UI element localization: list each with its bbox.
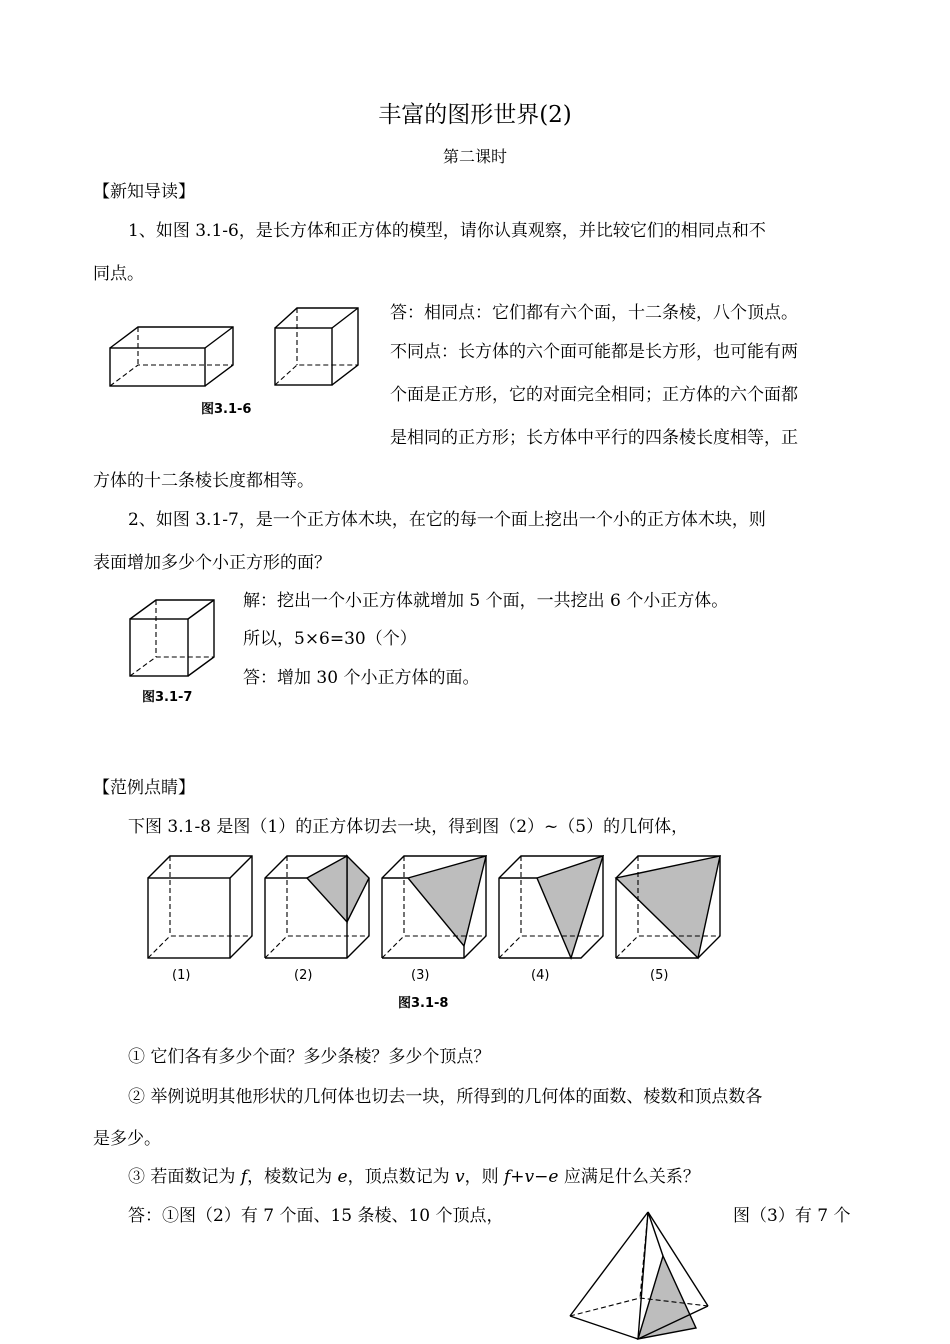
figure-label-4: (4) bbox=[531, 968, 550, 983]
cube-5 bbox=[616, 856, 720, 958]
cube-3 bbox=[382, 856, 486, 958]
q3-tail: 应满足什么关系？ bbox=[558, 1167, 700, 1187]
answer-1-line-2: 不同点：长方体的六个面可能都是长方形，也可能有两 bbox=[390, 342, 798, 362]
example-intro: 下图 3.1-8 是图（1）的正方体切去一块，得到图（2）~（5）的几何体， bbox=[128, 817, 689, 837]
solution-2-line-3: 答：增加 30 个小正方体的面。 bbox=[243, 668, 480, 688]
euler-formula: f+v−e bbox=[504, 1167, 559, 1187]
answer-1-line-1: 答：相同点：它们都有六个面，十二条棱，八个顶点。 bbox=[390, 303, 798, 323]
section-heading-examples: 【范例点睛】 bbox=[93, 778, 195, 798]
example-question-2-line-2: 是多少。 bbox=[93, 1129, 161, 1149]
figure-3-1-7 bbox=[120, 592, 230, 684]
question-1-line-2: 同点。 bbox=[93, 264, 144, 284]
figure-3-1-6-caption: 图3.1-6 bbox=[201, 402, 252, 417]
edge-symbol: e bbox=[337, 1167, 348, 1187]
figure-label-5: (5) bbox=[650, 968, 669, 983]
answer-1-line-4: 是相同的正方形；长方体中平行的四条棱长度相等，正 bbox=[390, 428, 798, 448]
answer-left: 答：①图（2）有 7 个面、15 条棱、10 个顶点， bbox=[128, 1206, 504, 1226]
cube-4 bbox=[499, 856, 603, 958]
cube-figure bbox=[275, 308, 358, 385]
section-heading-new-knowledge: 【新知导读】 bbox=[93, 182, 195, 202]
question-1-line-1: 1、如图 3.1-6，是长方体和正方体的模型，请你认真观察，并比较它们的相同点和不 bbox=[128, 221, 766, 241]
question-2-line-1: 2、如图 3.1-7，是一个正方体木块，在它的每一个面上挖出一个小的正方体木块，则 bbox=[128, 510, 766, 530]
example-question-1: ① 它们各有多少个面？多少条棱？多少个顶点？ bbox=[128, 1047, 491, 1067]
answer-1-line-5: 方体的十二条棱长度都相等。 bbox=[93, 471, 314, 491]
q3-part-d: ，则 bbox=[464, 1167, 504, 1187]
solution-2-line-1: 解：挖出一个小正方体就增加 5 个面，一共挖出 6 个小正方体。 bbox=[243, 591, 729, 611]
cube-1 bbox=[148, 856, 252, 958]
answer-1-line-3: 个面是正方形，它的对面完全相同；正方体的六个面都 bbox=[390, 385, 798, 405]
q3-part-a: ③ 若面数记为 bbox=[128, 1167, 241, 1187]
figure-label-3: (3) bbox=[411, 968, 430, 983]
figure-label-2: (2) bbox=[294, 968, 313, 983]
q3-part-b: ，棱数记为 bbox=[247, 1167, 338, 1187]
face-symbol: f bbox=[240, 1167, 248, 1187]
example-question-3 bbox=[128, 1162, 700, 1187]
solution-2-line-2: 所以，5×6=30（个） bbox=[243, 629, 417, 649]
vertex-symbol: v bbox=[454, 1167, 465, 1187]
figure-3-1-7-caption: 图3.1-7 bbox=[142, 690, 193, 705]
cut-pyramid-figure bbox=[560, 1206, 720, 1344]
example-question-2-line-1: ② 举例说明其他形状的几何体也切去一块，所得到的几何体的面数、棱数和顶点数各 bbox=[128, 1087, 763, 1107]
figure-3-1-8 bbox=[140, 848, 740, 966]
cuboid-figure bbox=[110, 327, 233, 386]
figure-label-1: (1) bbox=[172, 968, 191, 983]
page-title: 丰富的图形世界(2) bbox=[378, 102, 572, 128]
answer-right: 图（3）有 7 个 bbox=[733, 1206, 851, 1226]
q3-part-c: ，顶点数记为 bbox=[347, 1167, 455, 1187]
page-subtitle: 第二课时 bbox=[442, 147, 507, 166]
cube-2 bbox=[265, 856, 369, 958]
question-2-line-2: 表面增加多少个小正方形的面？ bbox=[93, 553, 331, 573]
figure-3-1-8-caption: 图3.1-8 bbox=[398, 996, 449, 1011]
